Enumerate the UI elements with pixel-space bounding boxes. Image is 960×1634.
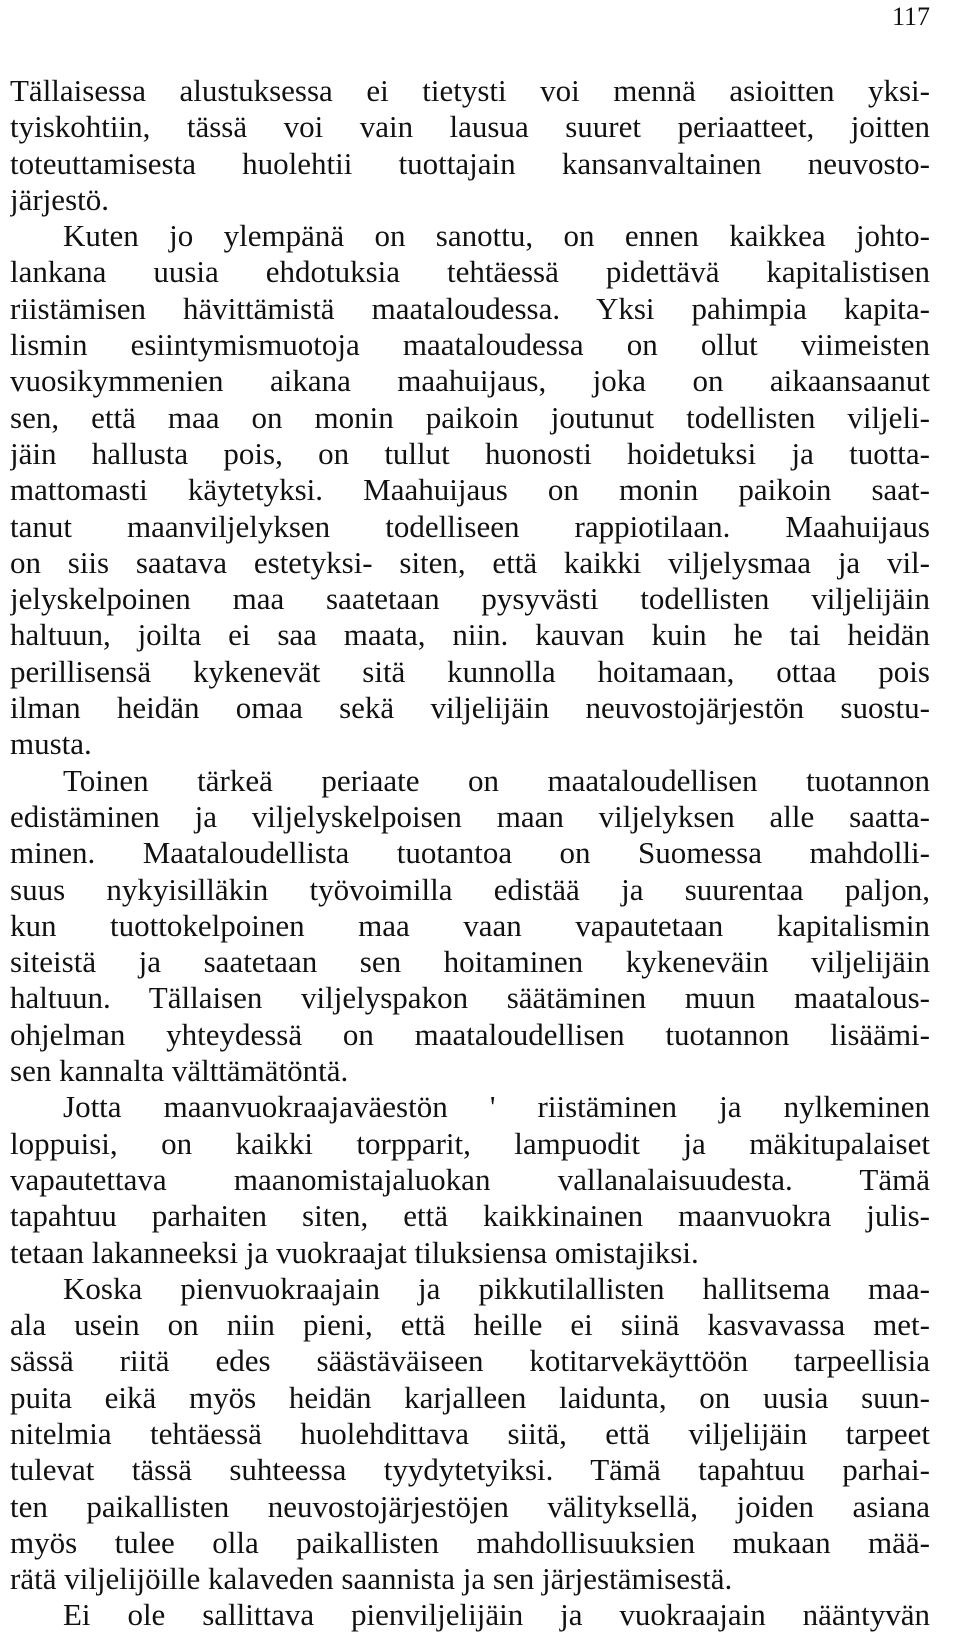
text-line: jäin hallusta pois, on tullut huonosti hoidetuksi ja tuotta- [10, 435, 930, 471]
text-line: nitelmia tehtäessä huolehdittava siitä, että viljelijäin tarpeet [10, 1415, 930, 1451]
text-line: mattomasti käytetyksi. Maahuijaus on monin paikoin saat- [10, 472, 930, 508]
text-line: Jotta maanvuokraajaväestön ' riistäminen ja nylkeminen [63, 1089, 930, 1125]
text-line: rätä viljelijöille kalaveden saannista ja sen järjestämisestä. [10, 1561, 733, 1597]
text-line: on siis saatava estetyksi- siten, että kaikki viljelysmaa ja vil- [10, 544, 930, 580]
text-line: Toinen tärkeä periaate on maataloudellisen tuotannon [63, 762, 930, 798]
text-line: kun tuottokelpoinen maa vaan vapautetaan kapitalismin [10, 907, 930, 943]
text-line: loppuisi, on kaikki torpparit, lampuodit ja mäkitupalaiset [10, 1125, 930, 1161]
text-line: ten paikallisten neuvostojärjestöjen välityksellä, joiden asiana [10, 1488, 930, 1524]
text-line: haltuun. Tällaisen viljelyspakon säätäminen muun maatalous- [10, 980, 930, 1016]
text-line: puita eikä myös heidän karjalleen laidunta, on uusia suun- [10, 1379, 930, 1415]
text-line: Tällaisessa alustuksessa ei tietysti voi mennä asioitten yksi- [10, 73, 930, 108]
text-line: myös tulee olla paikallisten mahdollisuuksien mukaan mää- [10, 1524, 930, 1560]
text-line: Kuten jo ylempänä on sanottu, on ennen kaikkea johto- [63, 218, 930, 254]
text-line: jelyskelpoinen maa saatetaan pysyvästi todellisten viljelijäin [10, 581, 930, 617]
text-line: sen kannalta välttämätöntä. [10, 1053, 349, 1089]
text-line: perillisensä kykenevät sitä kunnolla hoitamaan, ottaa pois [10, 653, 930, 689]
text-line: vapautettava maanomistajaluokan vallanalaisuudesta. Tämä [10, 1161, 930, 1197]
text-line: lismin esiintymismuotoja maataloudessa on ollut viimeisten [10, 327, 930, 363]
text-line: Koska pienvuokraajain ja pikkutilallisten hallitsema maa- [63, 1270, 930, 1306]
text-line: ohjelman yhteydessä on maataloudellisen tuotannon lisäämi- [10, 1016, 930, 1052]
text-line: edistäminen ja viljelyskelpoisen maan viljelyksen alle saatta- [10, 798, 930, 834]
body-text [10, 73, 930, 1634]
text-line: tyiskohtiin, tässä voi vain lausua suuret periaatteet, joitten [10, 109, 930, 145]
text-line: minen. Maataloudellista tuotantoa on Suomessa mahdolli- [10, 835, 930, 871]
text-line: tapahtuu parhaiten siten, että kaikkinainen maanvuokra julis- [10, 1198, 930, 1234]
text-line: sässä riitä edes säästäväiseen kotitarvekäyttöön tarpeellisia [10, 1343, 930, 1379]
text-line: järjestö. [10, 181, 109, 217]
text-line: lankana uusia ehdotuksia tehtäessä pidettävä kapitalistisen [10, 254, 930, 290]
text-line: tanut maanviljelyksen todelliseen rappiotilaan. Maahuijaus [10, 508, 930, 544]
text-line: Ei ole sallittava pienviljelijäin ja vuokraajain nääntyvän [63, 1597, 930, 1633]
text-line: sen, että maa on monin paikoin joutunut todellisten viljeli- [10, 399, 930, 435]
text-line: vuosikymmenien aikana maahuijaus, joka on aikaansaanut [10, 363, 930, 399]
text-line: musta. [10, 726, 92, 762]
text-line: ala usein on niin pieni, että heille ei siinä kasvavassa met- [10, 1307, 930, 1343]
page-number: 117 [891, 2, 930, 31]
text-line: toteuttamisesta huolehtii tuottajain kansanvaltainen neuvosto- [10, 145, 930, 181]
text-line: tulevat tässä suhteessa tyydytetyiksi. Tämä tapahtuu parhai- [10, 1452, 930, 1488]
text-line: tetaan lakanneeksi ja vuokraajat tiluksiensa omistajiksi. [10, 1234, 699, 1270]
text-line: suus nykyisilläkin työvoimilla edistää ja suurentaa paljon, [10, 871, 930, 907]
text-line: siteistä ja saatetaan sen hoitaminen kykeneväin viljelijäin [10, 944, 930, 980]
text-line: riistämisen hävittämistä maataloudessa. Yksi pahimpia kapita- [10, 290, 930, 326]
text-line: haltuun, joilta ei saa maata, niin. kauvan kuin he tai heidän [10, 617, 930, 653]
text-line: ilman heidän omaa sekä viljelijäin neuvostojärjestön suostu- [10, 690, 930, 726]
